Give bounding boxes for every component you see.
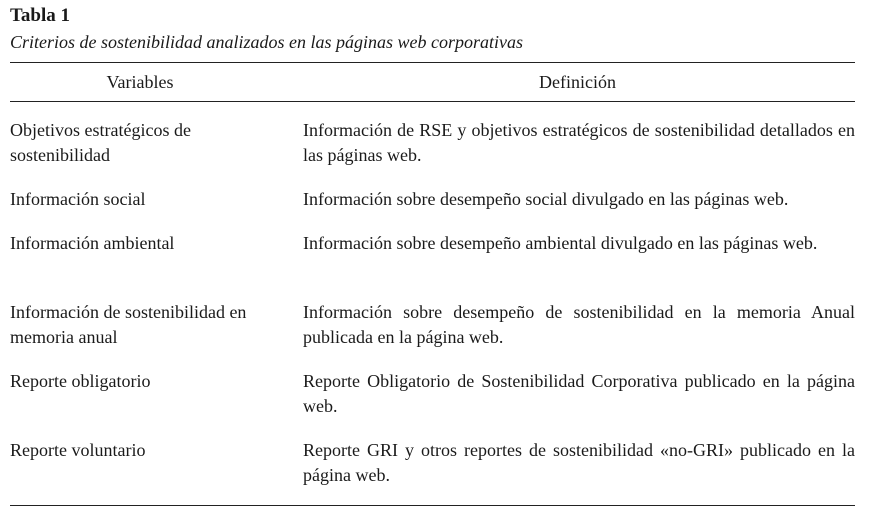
variable-cell: Información social [10,189,146,209]
variable-cell: Reporte voluntario [10,440,146,460]
definition-cell: Información sobre desempeño de sostenibilidad en la memoria Anual publicada en la página web. [303,302,855,347]
definition-cell: Información sobre desempeño social divulgado en las páginas web. [303,189,789,209]
header-rule [10,101,855,102]
definition-cell: Reporte Obligatorio de Sostenibilidad Corporativa publicado en la página web. [303,371,855,416]
top-rule [10,62,855,63]
bottom-rule [10,505,855,506]
variable-cell: Objetivos estratégicos de sostenibilidad [10,120,191,165]
definition-cell: Información de RSE y objetivos estratégicos de sostenibilidad detallados en las páginas web. [303,120,855,165]
table-label: Tabla 1 [10,5,71,26]
table-caption: Criterios de sostenibilidad analizados en las páginas web corporativas [10,32,524,52]
variable-cell: Información de sostenibilidad en memoria anual [10,302,247,347]
variable-cell: Reporte obligatorio [10,371,151,391]
variable-cell: Información ambiental [10,233,175,253]
header-definition: Definición [539,72,616,92]
header-variables: Variables [106,72,174,92]
definition-cell: Información sobre desempeño ambiental divulgado en las páginas web. [303,233,818,253]
definition-cell: Reporte GRI y otros reportes de sostenibilidad «no-GRI» publicado en la página web. [303,440,855,485]
